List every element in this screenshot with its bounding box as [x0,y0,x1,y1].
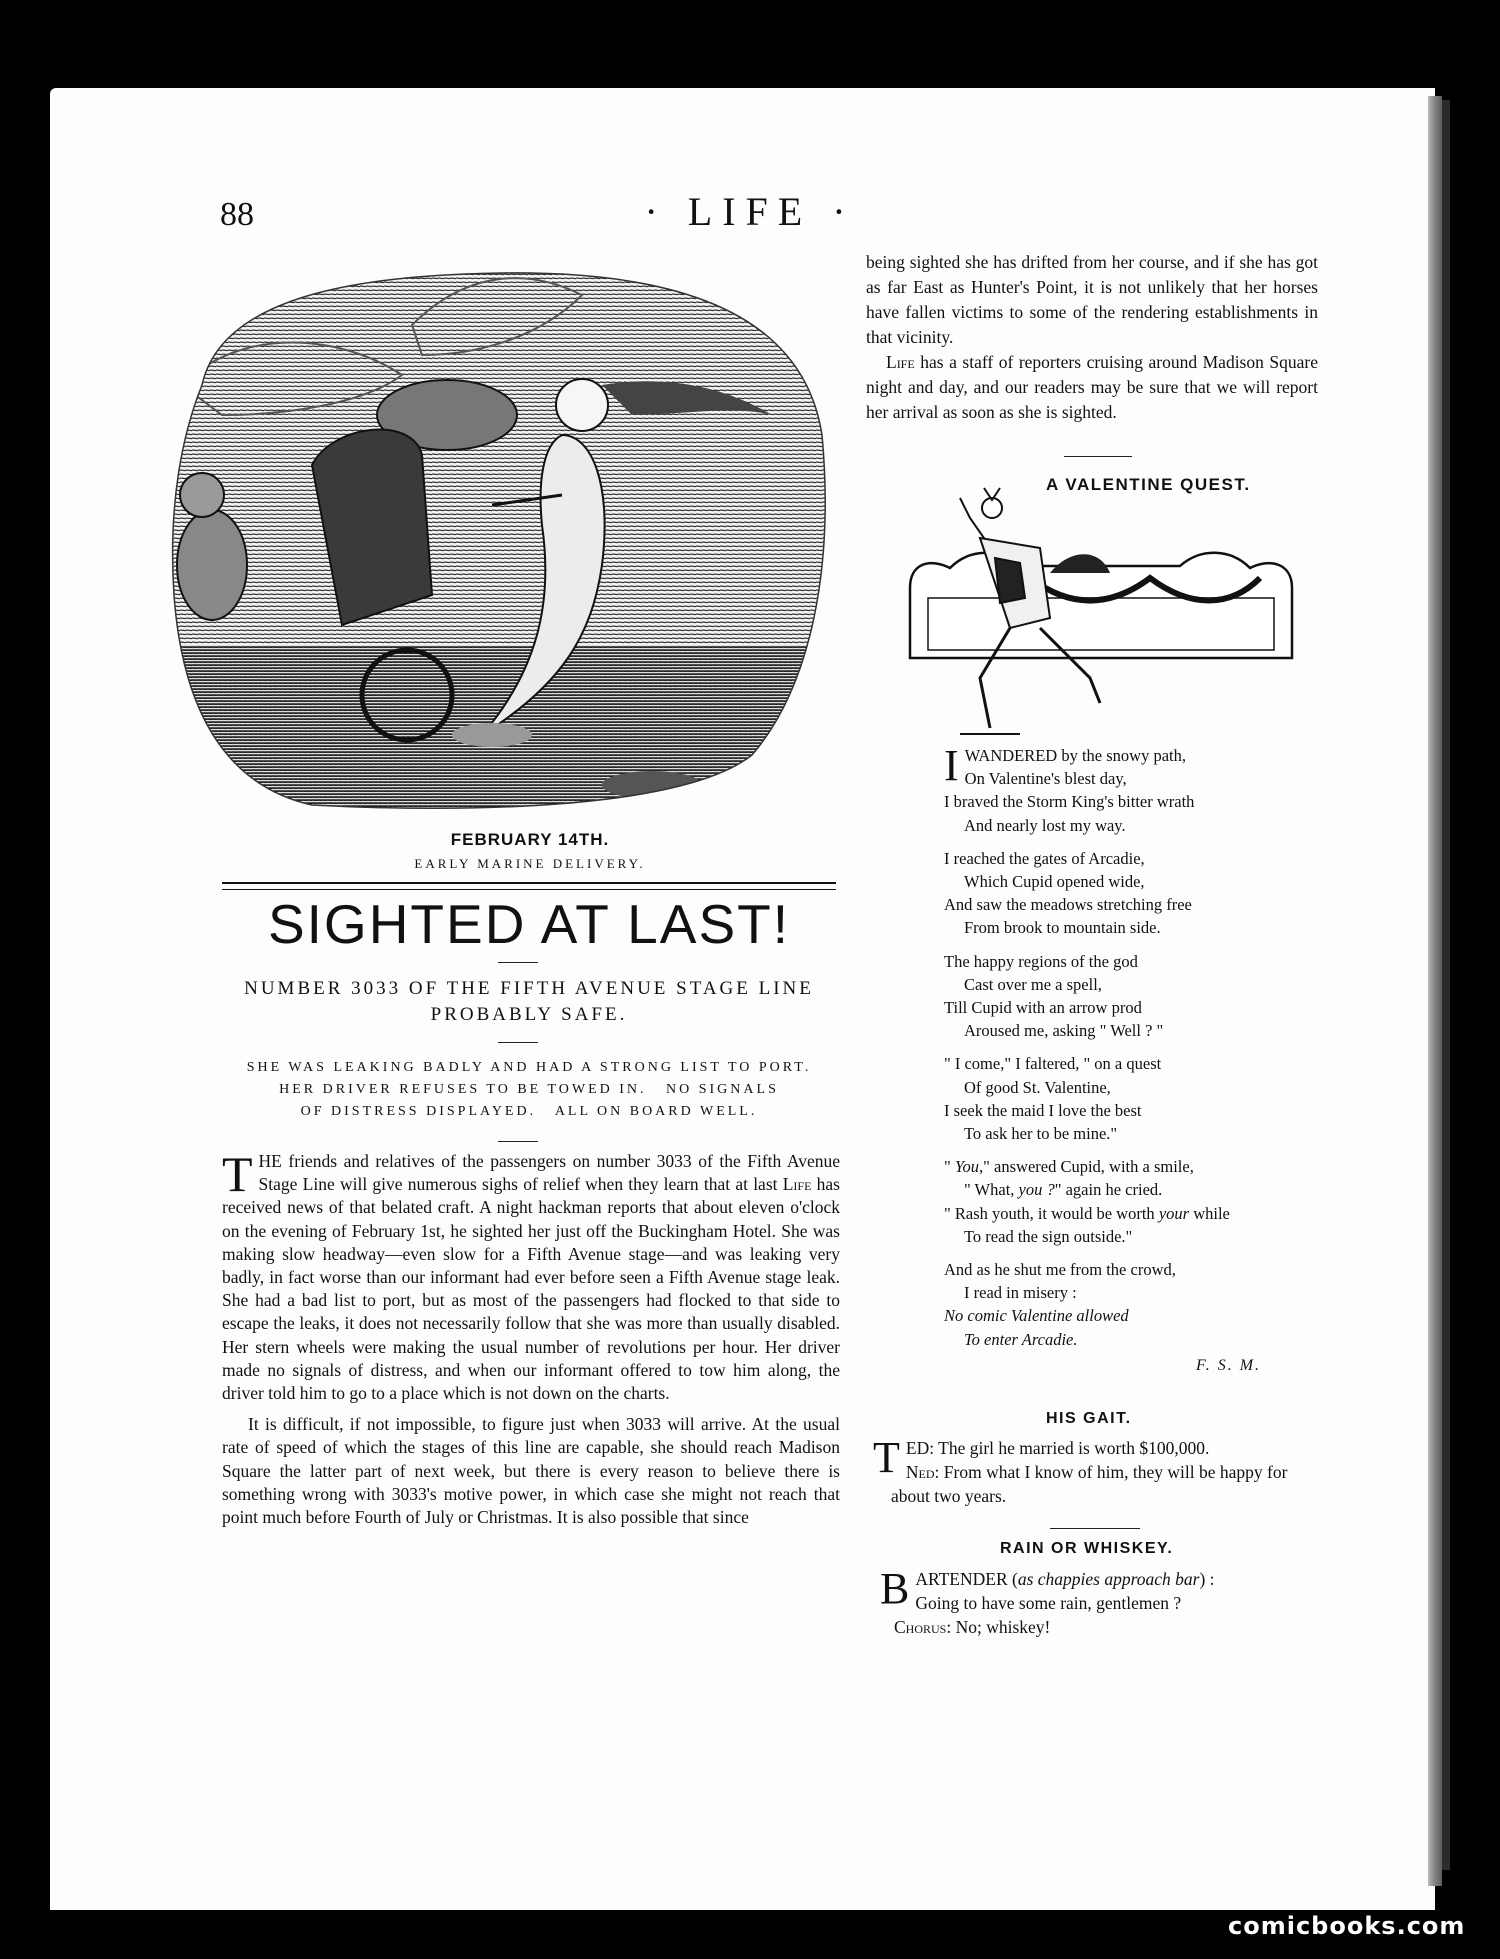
poem-line: " Rash youth, it would be worth your while [944,1203,1230,1223]
rain-or-whiskey-title: RAIN OR WHISKEY. [1000,1540,1174,1557]
rain-or-whiskey-text [880,1564,1330,1639]
dialogue-line: Going to have some rain, gentlemen ? [915,1593,1182,1613]
poem-line: I seek the maid I love the best [944,1100,1142,1120]
short-rule [498,1042,538,1043]
poem-line: I braved the Storm King's bitter wrath [944,792,1195,812]
poem-line: No comic Valentine allowed [944,1306,1129,1326]
jester-illustration [900,478,1300,740]
short-rule [498,962,538,963]
poem-line: Till Cupid with an arrow prod [944,998,1142,1018]
article-deck-primary [222,976,836,1028]
drop-cap: T [873,1433,900,1482]
dialogue-line: ED: The girl he married is worth $100,000. [905,1438,1210,1458]
life-smallcaps: Life [886,352,915,372]
valentine-poem [944,741,1324,1361]
poem-line: To read the sign outside." [964,1226,1133,1246]
poem-stanza [944,741,1324,837]
site-watermark: comicbooks.com [1228,1912,1466,1940]
poem-line: Aroused me, asking " Well ? " [964,1021,1164,1041]
valentine-title: A VALENTINE QUEST. [1046,475,1251,494]
poem-stanza [944,950,1324,1043]
article-paragraph: being sighted she has drifted from her course, and if she has got as far East as Hunter's Point, it is not unlikely that her horses have fallen victims to some of the rendering establishments in that vicinity. [866,252,1318,347]
poem-line: I reached the gates of Arcadie, [944,848,1145,868]
article-deck-secondary [222,1057,836,1123]
his-gait-text [873,1433,1323,1508]
illustration-caption-title: FEBRUARY 14TH. [450,830,610,849]
deck-line: SHE WAS LEAKING BADLY AND HAD A STRONG LIST TO PORT. [246,1060,812,1075]
article-paragraph: It is difficult, if not impossible, to figure just when 3033 will arrive. At the usual rate of speed of which the stages of this line are capable, she should reach Madison Square the latter part of next week, but there is every reason to believe there is something wrong with 3033's motive power, in which case she might not reach that point much before Fourth of July or Christmas. It is also possible that since [222,1414,840,1528]
page-edge [1428,96,1442,1886]
drop-cap: T [222,1146,253,1202]
poem-line: " I come," I faltered, " on a quest [944,1054,1162,1074]
deck-line: PROBABLY SAFE. [430,1004,628,1025]
double-rule [222,882,836,890]
poem-line: And nearly lost my way. [964,815,1126,835]
poem-line: And as he shut me from the crowd, [944,1260,1176,1280]
poem-line: Which Cupid opened wide, [964,872,1145,892]
poem-line: Of good St. Valentine, [964,1077,1111,1097]
short-rule [498,1141,538,1142]
poem-line: The happy regions of the god [944,951,1138,971]
his-gait-title: HIS GAIT. [1046,1410,1132,1427]
poem-line: And saw the meadows stretching free [944,895,1192,915]
poem-signature: F. S. M. [1196,1357,1262,1374]
poem-line: WANDERED by the snowy path, [964,746,1187,765]
engraving-illustration [162,265,834,813]
short-rule [1050,1528,1140,1529]
dialogue-line: Ned: From what I know of him, they will be happy for about two years. [891,1462,1288,1506]
page-number: 88 [220,196,254,233]
poem-line: To enter Arcadie. [964,1329,1078,1349]
poem-stanza [944,1258,1324,1351]
poem-line: I read in misery : [964,1283,1077,1303]
poem-line: " You," answered Cupid, with a smile, [944,1157,1194,1177]
article-headline: SIGHTED AT LAST! [267,893,791,955]
article-text: has a staff of reporters cruising around Madison Square night and day, and our readers may be sure that we will report her arrival as soon as she is sighted. [866,352,1318,422]
masthead-title: · LIFE · [644,189,856,234]
life-smallcaps: Life [782,1174,812,1195]
poem-line: On Valentine's blest day, [964,769,1127,789]
poem-stanza [944,1052,1324,1145]
deck-line: NUMBER 3033 OF THE FIFTH AVENUE STAGE LINE [244,978,814,999]
article-text: has received news of that belated craft. A night hackman reports that about eleven o'clock on the evening of February 1st, he sighted her just off the Buckingham Hotel. She was making slow headway—even slow for a Fifth Avenue stage—and was leaking very badly, in fact worse than our informant had ever before seen a Fifth Avenue stage leak. She had a bad list to port, but as most of the passengers had flocked to that side to escape the leaks, it does not necessarily follow that she was more than usually disabled. Her stern wheels were making the usual number of revolutions per hour. Her driver made no signals of distress, and when our informant offered to tow him along, the driver told him to go to a place which is not down on the charts. [222,1174,840,1404]
article-text: HE friends and relatives of the passengers on number 3033 of the Fifth Avenue Stage Line will give numerous sighs of relief when they learn that at last [258,1151,840,1195]
dialogue-line: ARTENDER (as chappies approach bar) : [915,1569,1215,1589]
poem-line: " What, you ?" again he cried. [964,1180,1163,1200]
poem-line: Cast over me a spell, [964,974,1102,994]
poem-line: From brook to mountain side. [964,918,1161,938]
article-body-left [222,1146,840,1529]
poem-line: To ask her to be mine." [964,1124,1118,1144]
drop-cap: B [880,1564,910,1613]
short-rule [1064,456,1132,457]
deck-line: OF DISTRESS DISPLAYED. ALL ON BOARD WELL. [300,1104,758,1119]
deck-line: HER DRIVER REFUSES TO BE TOWED IN. NO SIGNALS [279,1082,779,1097]
illustration-caption-subtitle: EARLY MARINE DELIVERY. [414,856,646,871]
drop-cap: I [944,741,959,790]
poem-stanza [944,1155,1324,1248]
page-gutter [1442,100,1450,1870]
dialogue-line: Chorus: No; whiskey! [894,1617,1051,1637]
article-body-right [866,250,1318,425]
poem-stanza [944,847,1324,940]
